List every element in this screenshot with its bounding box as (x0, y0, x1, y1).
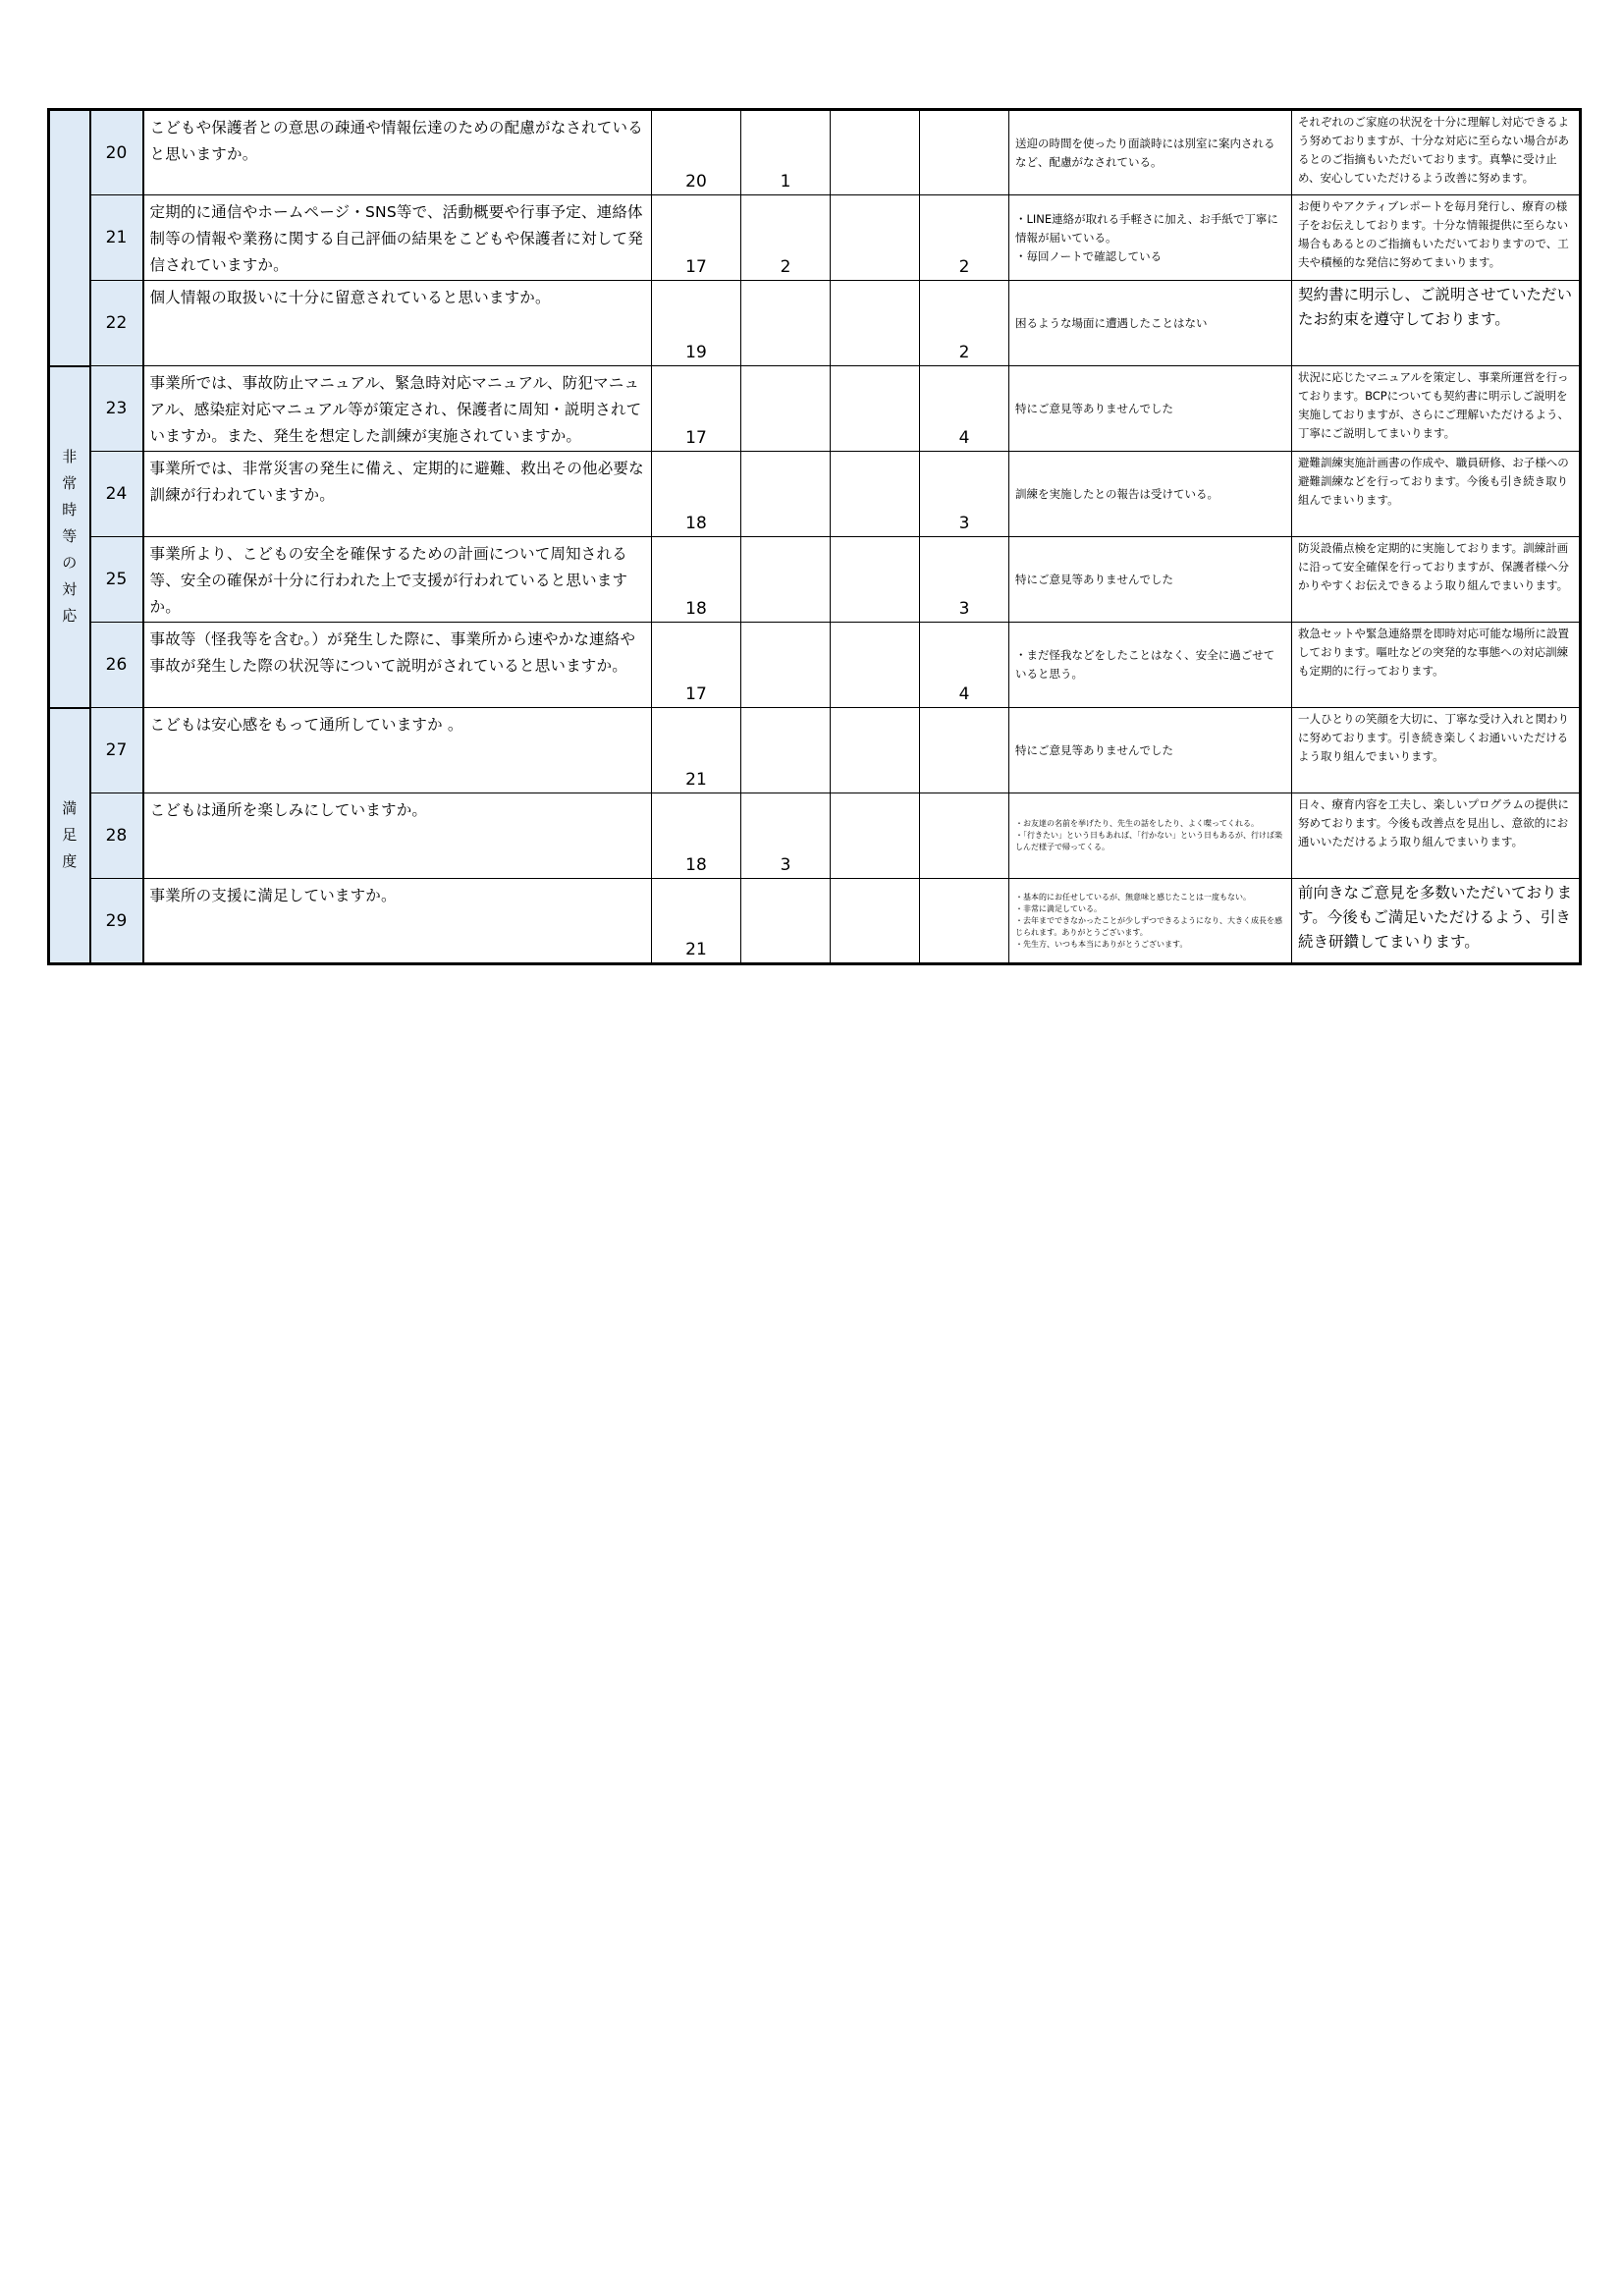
count-yes: 20 (652, 110, 741, 195)
count-unknown (920, 879, 1009, 964)
count-somewhat: 3 (741, 793, 831, 879)
facility-response: 状況に応じたマニュアルを策定し、事業所運営を行っております。BCPについても契約書に明示しご説明を実施しておりますが、さらにご理解いただけるよう、丁寧にご説明してまいります。 (1292, 366, 1581, 452)
question-text: 事業所より、こどもの安全を確保するための計画について周知される等、安全の確保が十分に行われた上で支援が行われていると思いますか。 (143, 537, 652, 623)
count-no (831, 281, 920, 366)
category-satisfaction: 満足度 (49, 708, 90, 964)
table-row (49, 366, 1581, 452)
count-no (831, 452, 920, 537)
table-row (49, 281, 1581, 366)
parent-comment: ・基本的にお任せしているが、無意味と感じたことは一度もない。 ・非常に満足している。 ・去年までできなかったことが少しずつできるようになり、大きく成長を感じられます。ありがとうございます。 ・先生方、いつも本当にありがとうございます。 (1009, 879, 1292, 964)
count-yes: 18 (652, 452, 741, 537)
row-number: 20 (90, 110, 143, 195)
row-number: 23 (90, 366, 143, 452)
count-unknown (920, 708, 1009, 793)
table-row (49, 623, 1581, 708)
count-unknown: 3 (920, 452, 1009, 537)
facility-response: 一人ひとりの笑顔を大切に、丁寧な受け入れと関わりに努めております。引き続き楽しくお通いいただけるよう取り組んでまいります。 (1292, 708, 1581, 793)
row-number: 25 (90, 537, 143, 623)
count-no (831, 537, 920, 623)
count-no (831, 110, 920, 195)
question-text: 個人情報の取扱いに十分に留意されていると思いますか。 (143, 281, 652, 366)
count-yes: 18 (652, 793, 741, 879)
count-somewhat (741, 708, 831, 793)
row-number: 29 (90, 879, 143, 964)
parent-comment: ・お友達の名前を挙げたり、先生の話をしたり、よく喋ってくれる。 ・「行きたい」という日もあれば、「行かない」という日もあるが、行けば楽しんだ様子で帰ってくる。 (1009, 793, 1292, 879)
count-yes: 18 (652, 537, 741, 623)
count-yes: 19 (652, 281, 741, 366)
count-somewhat (741, 452, 831, 537)
count-no (831, 623, 920, 708)
question-text: 事業所では、非常災害の発生に備え、定期的に避難、救出その他必要な訓練が行われていますか。 (143, 452, 652, 537)
question-text: こどもは通所を楽しみにしていますか。 (143, 793, 652, 879)
count-unknown: 2 (920, 195, 1009, 281)
count-somewhat (741, 366, 831, 452)
parent-comment: 困るような場面に遭遇したことはない (1009, 281, 1292, 366)
facility-response: 避難訓練実施計画書の作成や、職員研修、お子様への避難訓練などを行っております。今後も引き続き取り組んでまいります。 (1292, 452, 1581, 537)
table-row (49, 537, 1581, 623)
count-somewhat (741, 623, 831, 708)
row-number: 27 (90, 708, 143, 793)
parent-comment: 訓練を実施したとの報告は受けている。 (1009, 452, 1292, 537)
count-unknown: 4 (920, 623, 1009, 708)
survey-table (47, 108, 1582, 965)
row-number: 22 (90, 281, 143, 366)
category-cell (49, 110, 90, 366)
count-no (831, 366, 920, 452)
count-unknown: 4 (920, 366, 1009, 452)
parent-comment: 特にご意見等ありませんでした (1009, 366, 1292, 452)
table-row (49, 452, 1581, 537)
count-yes: 21 (652, 708, 741, 793)
facility-response: お便りやアクティブレポートを毎月発行し、療育の様子をお伝えしております。十分な情報提供に至らない場合もあるとのご指摘もいただいておりますので、工夫や積極的な発信に努めてまいります。 (1292, 195, 1581, 281)
count-no (831, 793, 920, 879)
count-somewhat: 2 (741, 195, 831, 281)
table-row (49, 793, 1581, 879)
parent-comment: 特にご意見等ありませんでした (1009, 537, 1292, 623)
count-somewhat (741, 281, 831, 366)
count-yes: 17 (652, 195, 741, 281)
parent-comment: ・まだ怪我などをしたことはなく、安全に過ごせていると思う。 (1009, 623, 1292, 708)
count-unknown (920, 110, 1009, 195)
question-text: 定期的に通信やホームページ・SNS等で、活動概要や行事予定、連絡体制等の情報や業務に関する自己評価の結果をこどもや保護者に対して発信されていますか。 (143, 195, 652, 281)
facility-response: 前向きなご意見を多数いただいております。今後もご満足いただけるよう、引き続き研鑽してまいります。 (1292, 879, 1581, 964)
row-number: 28 (90, 793, 143, 879)
count-somewhat (741, 537, 831, 623)
count-somewhat (741, 879, 831, 964)
count-yes: 21 (652, 879, 741, 964)
count-no (831, 708, 920, 793)
count-yes: 17 (652, 366, 741, 452)
count-no (831, 879, 920, 964)
table-row (49, 879, 1581, 964)
category-emergency: 非常時等の対応 (49, 366, 90, 708)
facility-response: 日々、療育内容を工夫し、楽しいプログラムの提供に努めております。今後も改善点を見出し、意欲的にお通いいただけるよう取り組んでまいります。 (1292, 793, 1581, 879)
row-number: 24 (90, 452, 143, 537)
table-row (49, 708, 1581, 793)
count-no (831, 195, 920, 281)
table-body (49, 110, 1581, 964)
parent-comment: 送迎の時間を使ったり面談時には別室に案内されるなど、配慮がなされている。 (1009, 110, 1292, 195)
table-row (49, 110, 1581, 195)
count-unknown: 2 (920, 281, 1009, 366)
count-somewhat: 1 (741, 110, 831, 195)
facility-response: それぞれのご家庭の状況を十分に理解し対応できるよう努めておりますが、十分な対応に至らない場合があるとのご指摘もいただいております。真摯に受け止め、安心していただけるよう改善に努めます。 (1292, 110, 1581, 195)
parent-comment: ・LINE連絡が取れる手軽さに加え、お手紙で丁寧に情報が届いている。 ・毎回ノートで確認している (1009, 195, 1292, 281)
question-text: 事業所では、事故防止マニュアル、緊急時対応マニュアル、防犯マニュアル、感染症対応マニュアル等が策定され、保護者に周知・説明されていますか。また、発生を想定した訓練が実施されていますか。 (143, 366, 652, 452)
facility-response: 救急セットや緊急連絡票を即時対応可能な場所に設置しております。嘔吐などの突発的な事態への対応訓練も定期的に行っております。 (1292, 623, 1581, 708)
table-row (49, 195, 1581, 281)
count-unknown (920, 793, 1009, 879)
question-text: こどもや保護者との意思の疎通や情報伝達のための配慮がなされていると思いますか。 (143, 110, 652, 195)
question-text: 事故等（怪我等を含む。）が発生した際に、事業所から速やかな連絡や事故が発生した際の状況等について説明がされていると思いますか。 (143, 623, 652, 708)
question-text: 事業所の支援に満足していますか。 (143, 879, 652, 964)
count-yes: 17 (652, 623, 741, 708)
facility-response: 契約書に明示し、ご説明させていただいたお約束を遵守しております。 (1292, 281, 1581, 366)
parent-comment: 特にご意見等ありませんでした (1009, 708, 1292, 793)
row-number: 26 (90, 623, 143, 708)
count-unknown: 3 (920, 537, 1009, 623)
question-text: こどもは安心感をもって通所していますか 。 (143, 708, 652, 793)
row-number: 21 (90, 195, 143, 281)
facility-response: 防災設備点検を定期的に実施しております。訓練計画に沿って安全確保を行っておりますが、保護者様へ分かりやすくお伝えできるよう取り組んでまいります。 (1292, 537, 1581, 623)
